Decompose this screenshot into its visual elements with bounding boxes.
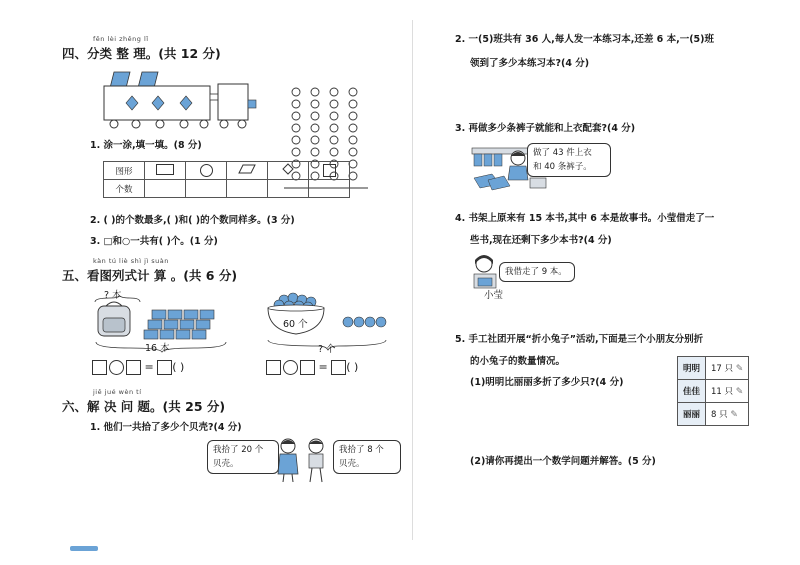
q1-text: 1. 涂一涂,填一填。(8 分) xyxy=(90,140,202,151)
count-blank[interactable] xyxy=(268,180,309,198)
sec5-title: 五、看图列式计 算 。(共 6 分) xyxy=(62,268,238,283)
p5-sub1: (1)明明比丽丽多折了多少只?(4 分) xyxy=(470,377,624,388)
p4-bubble: 我借走了 9 本。 xyxy=(499,262,575,282)
p1-bubble-right xyxy=(333,440,401,474)
p3-text: 3. 再做多少条裤子就能和上衣配套?(4 分) xyxy=(455,123,636,134)
q2-text: 2. ( )的个数最多,( )和( )的个数同样多。(3 分) xyxy=(90,215,295,226)
p1-bubble-right-line1: 我拾了 8 个 xyxy=(339,445,384,455)
p5-line2: 的小兔子的数量情况。 xyxy=(470,356,566,367)
calc1-equation[interactable]: = ( ) xyxy=(92,360,184,375)
rabbit-name: 明明 xyxy=(678,357,706,380)
train-wheel xyxy=(132,120,140,128)
table-label-count: 个数 xyxy=(104,180,145,198)
train-connector xyxy=(210,94,218,100)
table-row xyxy=(678,357,749,380)
train-wheel xyxy=(156,120,164,128)
p1-bubble-left xyxy=(207,440,279,474)
p3-bubble-line1: 做了 43 件上衣 xyxy=(533,148,592,158)
p1-bubble-left-line2: 贝壳。 xyxy=(213,459,239,469)
p1-text: 1. 他们一共拾了多少个贝壳?(4 分) xyxy=(90,422,242,433)
calc2-paren: ( ) xyxy=(346,360,359,374)
p2-line1: 2. 一(5)班共有 36 人,每人发一本练习本,还差 6 本,一(5)班 xyxy=(455,34,715,45)
rabbit-icon: ✎ xyxy=(735,387,744,397)
apple-icon xyxy=(343,317,386,327)
train-wheel xyxy=(110,120,118,128)
calc1-top-label: ? 本 xyxy=(104,290,122,301)
sec5-pinyin: kàn tú liè shì jì suàn xyxy=(93,257,169,265)
calc1-paren: ( ) xyxy=(172,360,185,374)
table-cell-square xyxy=(309,162,350,180)
rabbit-name: 丽丽 xyxy=(678,403,706,426)
table-cell-parallelogram xyxy=(227,162,268,180)
train-wheel xyxy=(200,120,208,128)
count-blank[interactable] xyxy=(227,180,268,198)
count-blank[interactable] xyxy=(309,180,350,198)
table-cell-circle xyxy=(186,162,227,180)
rabbit-icon: ✎ xyxy=(735,364,744,374)
train-car-square xyxy=(218,84,248,120)
brace-top xyxy=(95,296,140,302)
p5-sub2: (2)请你再提出一个数学问题并解答。(5 分) xyxy=(470,456,656,467)
children-illustration xyxy=(272,436,334,484)
backpack-icon xyxy=(98,302,130,336)
train-wheel xyxy=(220,120,228,128)
p4-line1: 4. 书架上原来有 15 本书,其中 6 本是故事书。小莹借走了一 xyxy=(455,213,715,224)
p4-line2: 些书,现在还剩下多少本书?(4 分) xyxy=(470,235,612,246)
rabbit-count: 8 只 ✎ xyxy=(706,403,749,426)
count-blank[interactable] xyxy=(186,180,227,198)
train-wheel xyxy=(238,120,246,128)
p4-name: 小莹 xyxy=(484,290,504,301)
table-label-shape: 图形 xyxy=(104,162,145,180)
train-figure xyxy=(100,70,270,132)
sec6-title: 六、解 决 问 题。(共 25 分) xyxy=(62,399,226,414)
count-blank[interactable] xyxy=(145,180,186,198)
train-car-mini xyxy=(248,100,256,108)
p3-bubble-line2: 和 40 条裤子。 xyxy=(533,162,592,172)
train-wheel xyxy=(180,120,188,128)
p1-bubble-left-line1: 我拾了 20 个 xyxy=(213,445,264,455)
calc1-bottom-label: 16 本 xyxy=(145,343,170,354)
p5-line1: 5. 手工社团开展“折小兔子”活动,下面是三个小朋友分别折 xyxy=(455,334,704,345)
sec4-title: 四、分类 整 理。(共 12 分) xyxy=(62,46,221,61)
rabbit-count: 11 只 ✎ xyxy=(706,380,749,403)
table-row xyxy=(678,380,749,403)
page-number-mark xyxy=(70,546,98,551)
rabbit-table xyxy=(677,356,749,426)
rabbit-name: 佳佳 xyxy=(678,380,706,403)
book-stack-icon xyxy=(144,310,214,339)
calc2-equation[interactable]: = ( ) xyxy=(266,360,358,375)
table-cell-rect xyxy=(145,162,186,180)
p3-bubble xyxy=(527,143,611,177)
p1-bubble-right-line2: 贝壳。 xyxy=(339,459,365,469)
sec6-pinyin: jiě jué wèn tí xyxy=(93,388,142,396)
sec4-pinyin: fēn lèi zhěng lǐ xyxy=(93,35,149,43)
calc2-bottom-label: ? 个 xyxy=(318,344,336,355)
calc2-basket-label: 60 个 xyxy=(283,319,308,330)
rabbit-icon: ✎ xyxy=(730,410,738,420)
shape-count-table xyxy=(103,161,350,198)
p2-line2: 领到了多少本练习本?(4 分) xyxy=(470,58,590,69)
rabbit-count: 17 只 ✎ xyxy=(706,357,749,380)
table-row xyxy=(678,403,749,426)
page-divider xyxy=(412,20,413,540)
table-cell-diamond xyxy=(268,162,309,180)
q3-text: 3. □和○一共有( )个。(1 分) xyxy=(90,236,218,247)
